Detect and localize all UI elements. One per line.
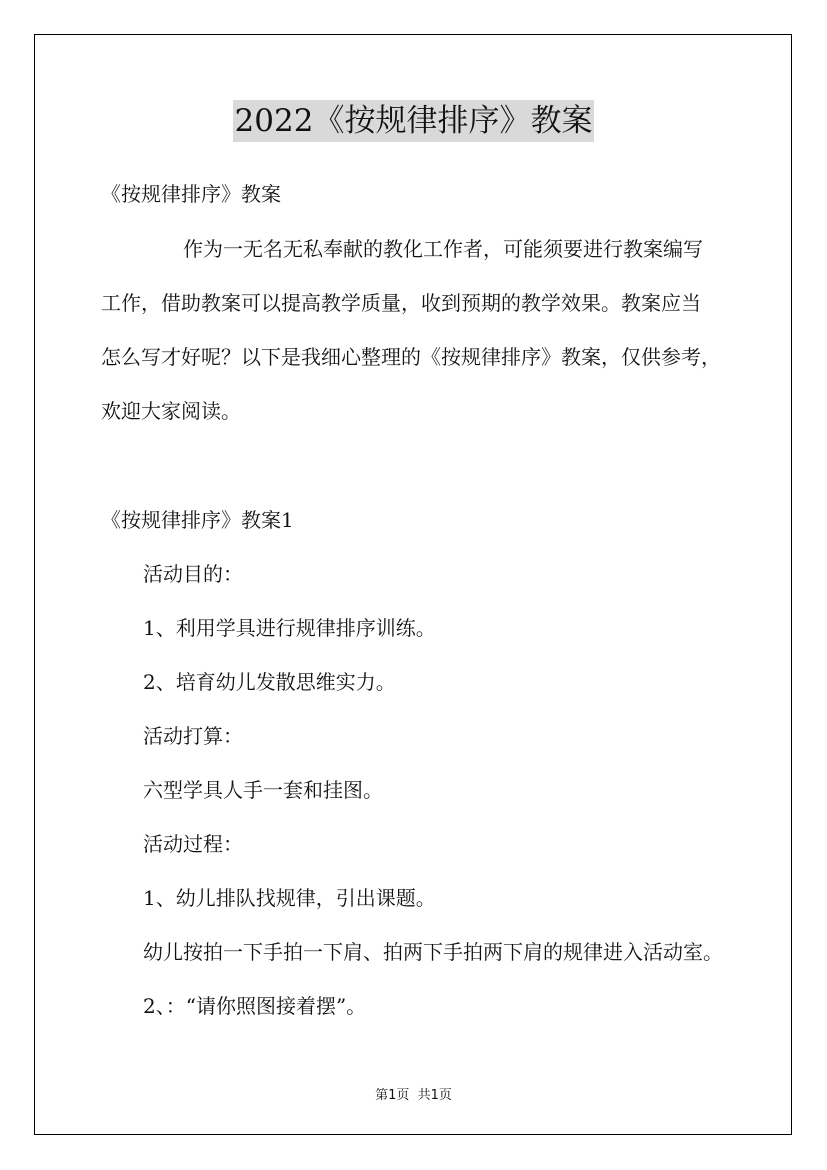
body-line-9: 2、：“请你照图接着摆”。: [143, 994, 367, 1018]
body-line-5: 六型学具人手一套和挂图。: [143, 778, 383, 802]
body-line-3: 2、培育幼儿发散思维实力。: [143, 670, 396, 694]
intro-line-2: 工作，借助教案可以提高教学质量，收到预期的教学效果。教案应当: [101, 291, 701, 315]
section-heading: 《按规律排序》教案1: [101, 508, 294, 532]
title-container: [0, 100, 827, 142]
page-footer: 第1页 共1页: [375, 1088, 452, 1103]
document-subtitle: 《按规律排序》教案: [101, 182, 281, 206]
body-line-4: 活动打算：: [143, 724, 243, 748]
intro-line-3: 怎么写才好呢？以下是我细心整理的《按规律排序》教案，仅供参考，: [101, 345, 721, 369]
body-line-8: 幼儿按拍一下手拍一下肩、拍两下手拍两下肩的规律进入活动室。: [143, 940, 723, 964]
intro-line-4: 欢迎大家阅读。: [101, 399, 241, 423]
body-line-7: 1、幼儿排队找规律，引出课题。: [143, 886, 436, 910]
body-line-6: 活动过程：: [143, 832, 243, 856]
body-line-1: 活动目的：: [143, 562, 243, 586]
intro-line-1: 作为一无名无私奉献的教化工作者，可能须要进行教案编写: [183, 237, 703, 261]
document-title: 2022《按规律排序》教案: [233, 100, 595, 142]
body-line-2: 1、利用学具进行规律排序训练。: [143, 616, 436, 640]
